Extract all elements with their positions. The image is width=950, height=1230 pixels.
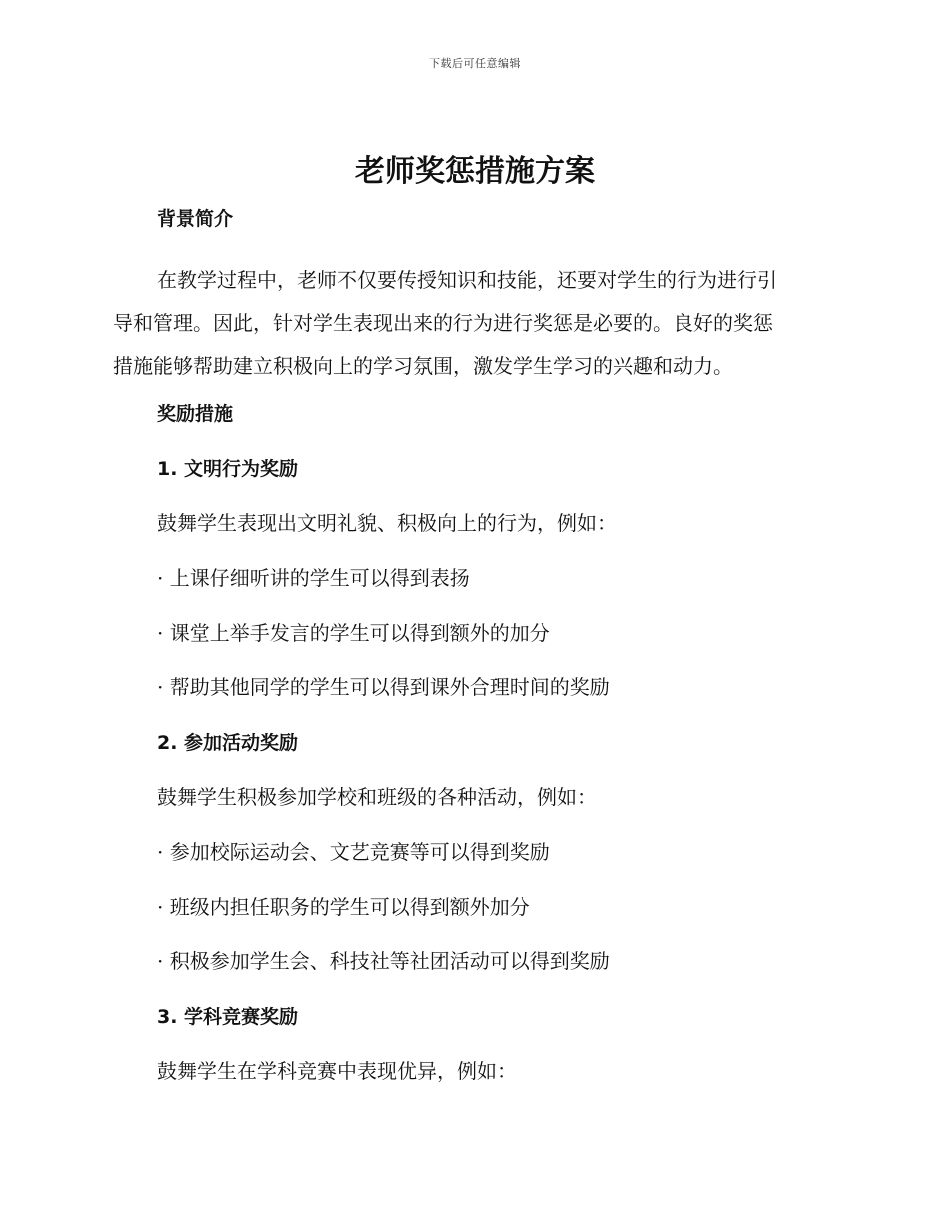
background-line-2: 导和管理。因此，针对学生表现出来的行为进行奖惩是必要的。良好的奖惩 [113, 311, 773, 335]
background-line-1: 在教学过程中，老师不仅要传授知识和技能，还要对学生的行为进行引 [157, 268, 777, 292]
background-heading: 背景简介 [157, 208, 234, 230]
document-title: 老师奖惩措施方案 [355, 154, 595, 189]
section-1-item-3: · 帮助其他同学的学生可以得到课外合理时间的奖励 [157, 675, 610, 699]
section-2-intro: 鼓舞学生积极参加学校和班级的各种活动，例如： [157, 785, 597, 809]
section-1-intro: 鼓舞学生表现出文明礼貌、积极向上的行为，例如： [157, 511, 617, 535]
rewards-heading: 奖励措施 [157, 403, 234, 425]
background-paragraph [113, 259, 838, 388]
section-1-item-2: · 课堂上举手发言的学生可以得到额外的加分 [157, 621, 550, 645]
section-1-heading: 1. 文明行为奖励 [157, 458, 299, 480]
background-line-3: 措施能够帮助建立积极向上的学习氛围，激发学生学习的兴趣和动力。 [113, 354, 733, 378]
section-2-item-3: · 积极参加学生会、科技社等社团活动可以得到奖励 [157, 949, 610, 973]
section-3-intro: 鼓舞学生在学科竞赛中表现优异，例如： [157, 1059, 517, 1083]
section-2-heading: 2. 参加活动奖励 [157, 732, 299, 754]
section-2-item-2: · 班级内担任职务的学生可以得到额外加分 [157, 895, 530, 919]
section-2-item-1: · 参加校际运动会、文艺竞赛等可以得到奖励 [157, 840, 550, 864]
section-1-item-1: · 上课仔细听讲的学生可以得到表扬 [157, 566, 470, 590]
section-3-heading: 3. 学科竞赛奖励 [157, 1006, 299, 1028]
page-header-note: 下载后可任意编辑 [429, 57, 521, 70]
